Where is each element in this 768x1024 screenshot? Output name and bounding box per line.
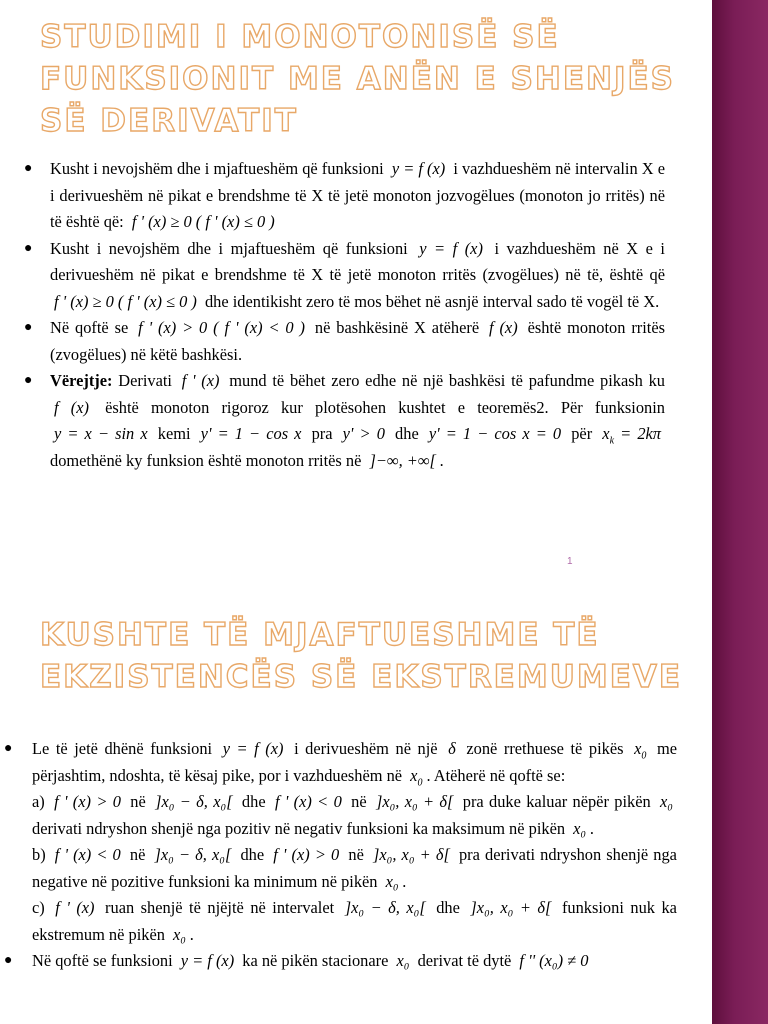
list-item: ● Kusht i nevojshëm dhe i mjaftueshëm që funksioni y = f (x) i vazhdueshëm në intervalin X e i derivueshëm në pikat e brendshme të X të jetë monoton jozvogëlues (monoton jo rritës) në të është që: f ' (x) ≥ 0 ( f ' (x) ≤ 0 ) — [50, 156, 665, 236]
list-item: ● Në qoftë se funksioni y = f (x) ka në pikën stacionare x₀ derivat të dytë f '' (x₀) ≠ 0 — [32, 948, 677, 975]
math-expression: f ' (x) — [181, 371, 220, 390]
math-expression: x₀ . — [385, 871, 407, 891]
math-expression: f ' (x) ≥ 0 ( f ' (x) ≤ 0 ) — [54, 291, 197, 311]
math-expression: f ' (x) < 0 — [54, 845, 121, 864]
slide-2-title: KUSHTE TË MJAFTUESHME TË EKZISTENCËS SË EKSTREMUMEVE — [40, 617, 683, 695]
bullet-icon: ● — [4, 741, 13, 756]
slide-1-title: STUDIMI I MONOTONISË SË FUNKSIONIT ME ANËN E SHENJËS SË DERIVATIT — [40, 19, 676, 139]
math-expression: x₀ . — [573, 818, 595, 838]
math-expression: $x_0$ — [410, 765, 423, 788]
math-expression: x₀ . — [173, 924, 195, 944]
list-item: ● Kusht i nevojshëm dhe i mjaftueshëm që funksioni y = f (x) i vazhdueshëm në X e i derivueshëm në pikat e brendshme të X të jetë monoton rritës (zvogëlues) në të, është që f ' (x) ≥ 0 ( f ' (x) ≤ 0 ) dhe identikisht zero të mos bëhet në asnjë interval sado të vogël të X. — [50, 236, 665, 316]
list-item: ● Le të jetë dhënë funksioni y = f (x) i derivueshëm në një δ zonë rrethuese të pikës $x_0$ me përjashtim, ndoshta, të kësaj pike, por i vazhdueshëm në $x_0$ . Atëherë në qoftë se: a) f ' (x) > 0 në ]x₀ − δ, x₀[ dhe f ' (x) < 0 në ]x₀, x₀ + δ[ pra duke kaluar nëpër pikën x₀ derivati ndryshon shenjë nga pozitiv në negativ funksioni ka maksimum në pikën x₀ . b) f ' (x) < 0 në ]x₀ − δ, x₀[ dhe f ' (x) > 0 në ]x₀, x₀ + δ[ pra derivati ndryshon shenjë nga negative në pozitive funksioni ka minimum në pikën x₀ . c) f ' (x) ruan shenjë të njëjtë në intervalet ]x₀ − δ, x₀[ dhe ]x₀, x₀ + δ[ funksioni nuk ka ekstremum në pikën x₀ . — [32, 736, 677, 948]
math-expression: x₀ — [660, 792, 673, 811]
math-expression: f (x) — [489, 318, 518, 337]
math-expression: $x_0$ — [634, 739, 647, 762]
math-expression: f (x) — [54, 397, 89, 417]
slide-2-bullet-list — [4, 736, 677, 975]
list-item: ● Në qoftë se f ' (x) > 0 ( f ' (x) < 0 ) në bashkësinë X atëherë f (x) është monoton rritës (zvogëlues) në këtë bashkësi. — [50, 315, 665, 368]
math-expression: ]x₀ − δ, x₀[ — [154, 845, 232, 864]
case-b: b) f ' (x) < 0 në ]x₀ − δ, x₀[ dhe f ' (x) > 0 në ]x₀, x₀ + δ[ pra derivati ndryshon shenjë nga negative në pozitive funksioni ka minimum në pikën x₀ . — [32, 845, 677, 891]
slide-2 — [0, 596, 712, 1024]
case-a: a) f ' (x) > 0 në ]x₀ − δ, x₀[ dhe f ' (x) < 0 në ]x₀, x₀ + δ[ pra duke kaluar nëpër pikën x₀ derivati ndryshon shenjë nga pozitiv në negativ funksioni ka maksimum në pikën x₀ . — [32, 789, 677, 842]
math-expression: ]x₀ − δ, x₀[ — [155, 792, 233, 811]
bullet-icon: ● — [24, 373, 33, 388]
math-expression: ]x₀, x₀ + δ[ — [375, 792, 454, 811]
math-expression: ]x₀, x₀ + δ[ — [372, 845, 450, 864]
math-expression: f '' (x₀) ≠ 0 — [519, 951, 589, 970]
bullet-icon: ● — [4, 953, 13, 968]
math-expression: f ' (x) > 0 ( f ' (x) < 0 ) — [138, 318, 305, 337]
math-expression: ]x₀ − δ, x₀[ — [344, 898, 426, 917]
list-item: ● Vërejtje: Derivati f ' (x) mund të bëhet zero edhe në një bashkësi të pafundme pikash ku f (x) është monoton rigoroz kur plotësohen kushtet e teoremës2. Për funksionin y = x − sin x kemi y' = 1 − cos x pra y' > 0 dhe y' = 1 − cos x = 0 për $x_k = 2k\pi$ domethënë ky funksion është monoton rritës në ]−∞, +∞[ . — [50, 368, 665, 474]
math-expression: f ' (x) > 0 — [273, 845, 340, 864]
math-expression: y = f (x) — [222, 739, 284, 758]
math-expression: f ' (x) — [55, 898, 95, 917]
page-number: 1 — [567, 556, 573, 567]
math-expression: y = f (x) — [391, 159, 446, 178]
math-expression: ]−∞, +∞[ . — [369, 450, 445, 470]
math-expression: x₀ — [396, 951, 410, 970]
math-expression: y = x − sin x — [54, 424, 148, 443]
case-c: c) f ' (x) ruan shenjë të njëjtë në intervalet ]x₀ − δ, x₀[ dhe ]x₀, x₀ + δ[ funksioni nuk ka ekstremum në pikën x₀ . — [32, 898, 677, 944]
math-expression: y' = 1 − cos x = 0 — [428, 424, 562, 443]
math-expression: f ' (x) > 0 — [54, 792, 121, 811]
math-expression: y = f (x) — [419, 238, 483, 258]
math-expression: y' = 1 − cos x — [200, 424, 302, 443]
slide-1-bullet-list — [24, 156, 666, 474]
note-label: Vërejtje: — [50, 371, 113, 390]
decorative-sidebar — [712, 0, 768, 1024]
math-expression: y' > 0 — [342, 424, 385, 443]
math-expression: y = f (x) — [180, 951, 235, 970]
bullet-icon: ● — [24, 320, 33, 335]
bullet-icon: ● — [24, 161, 33, 176]
math-expression: $x_k = 2k\pi$ — [602, 424, 662, 447]
math-expression: ]x₀, x₀ + δ[ — [470, 898, 552, 917]
math-expression: f ' (x) ≥ 0 ( f ' (x) ≤ 0 ) — [131, 212, 275, 231]
math-expression: δ — [448, 739, 456, 758]
math-expression: f ' (x) < 0 — [274, 792, 342, 811]
bullet-icon: ● — [24, 240, 33, 256]
